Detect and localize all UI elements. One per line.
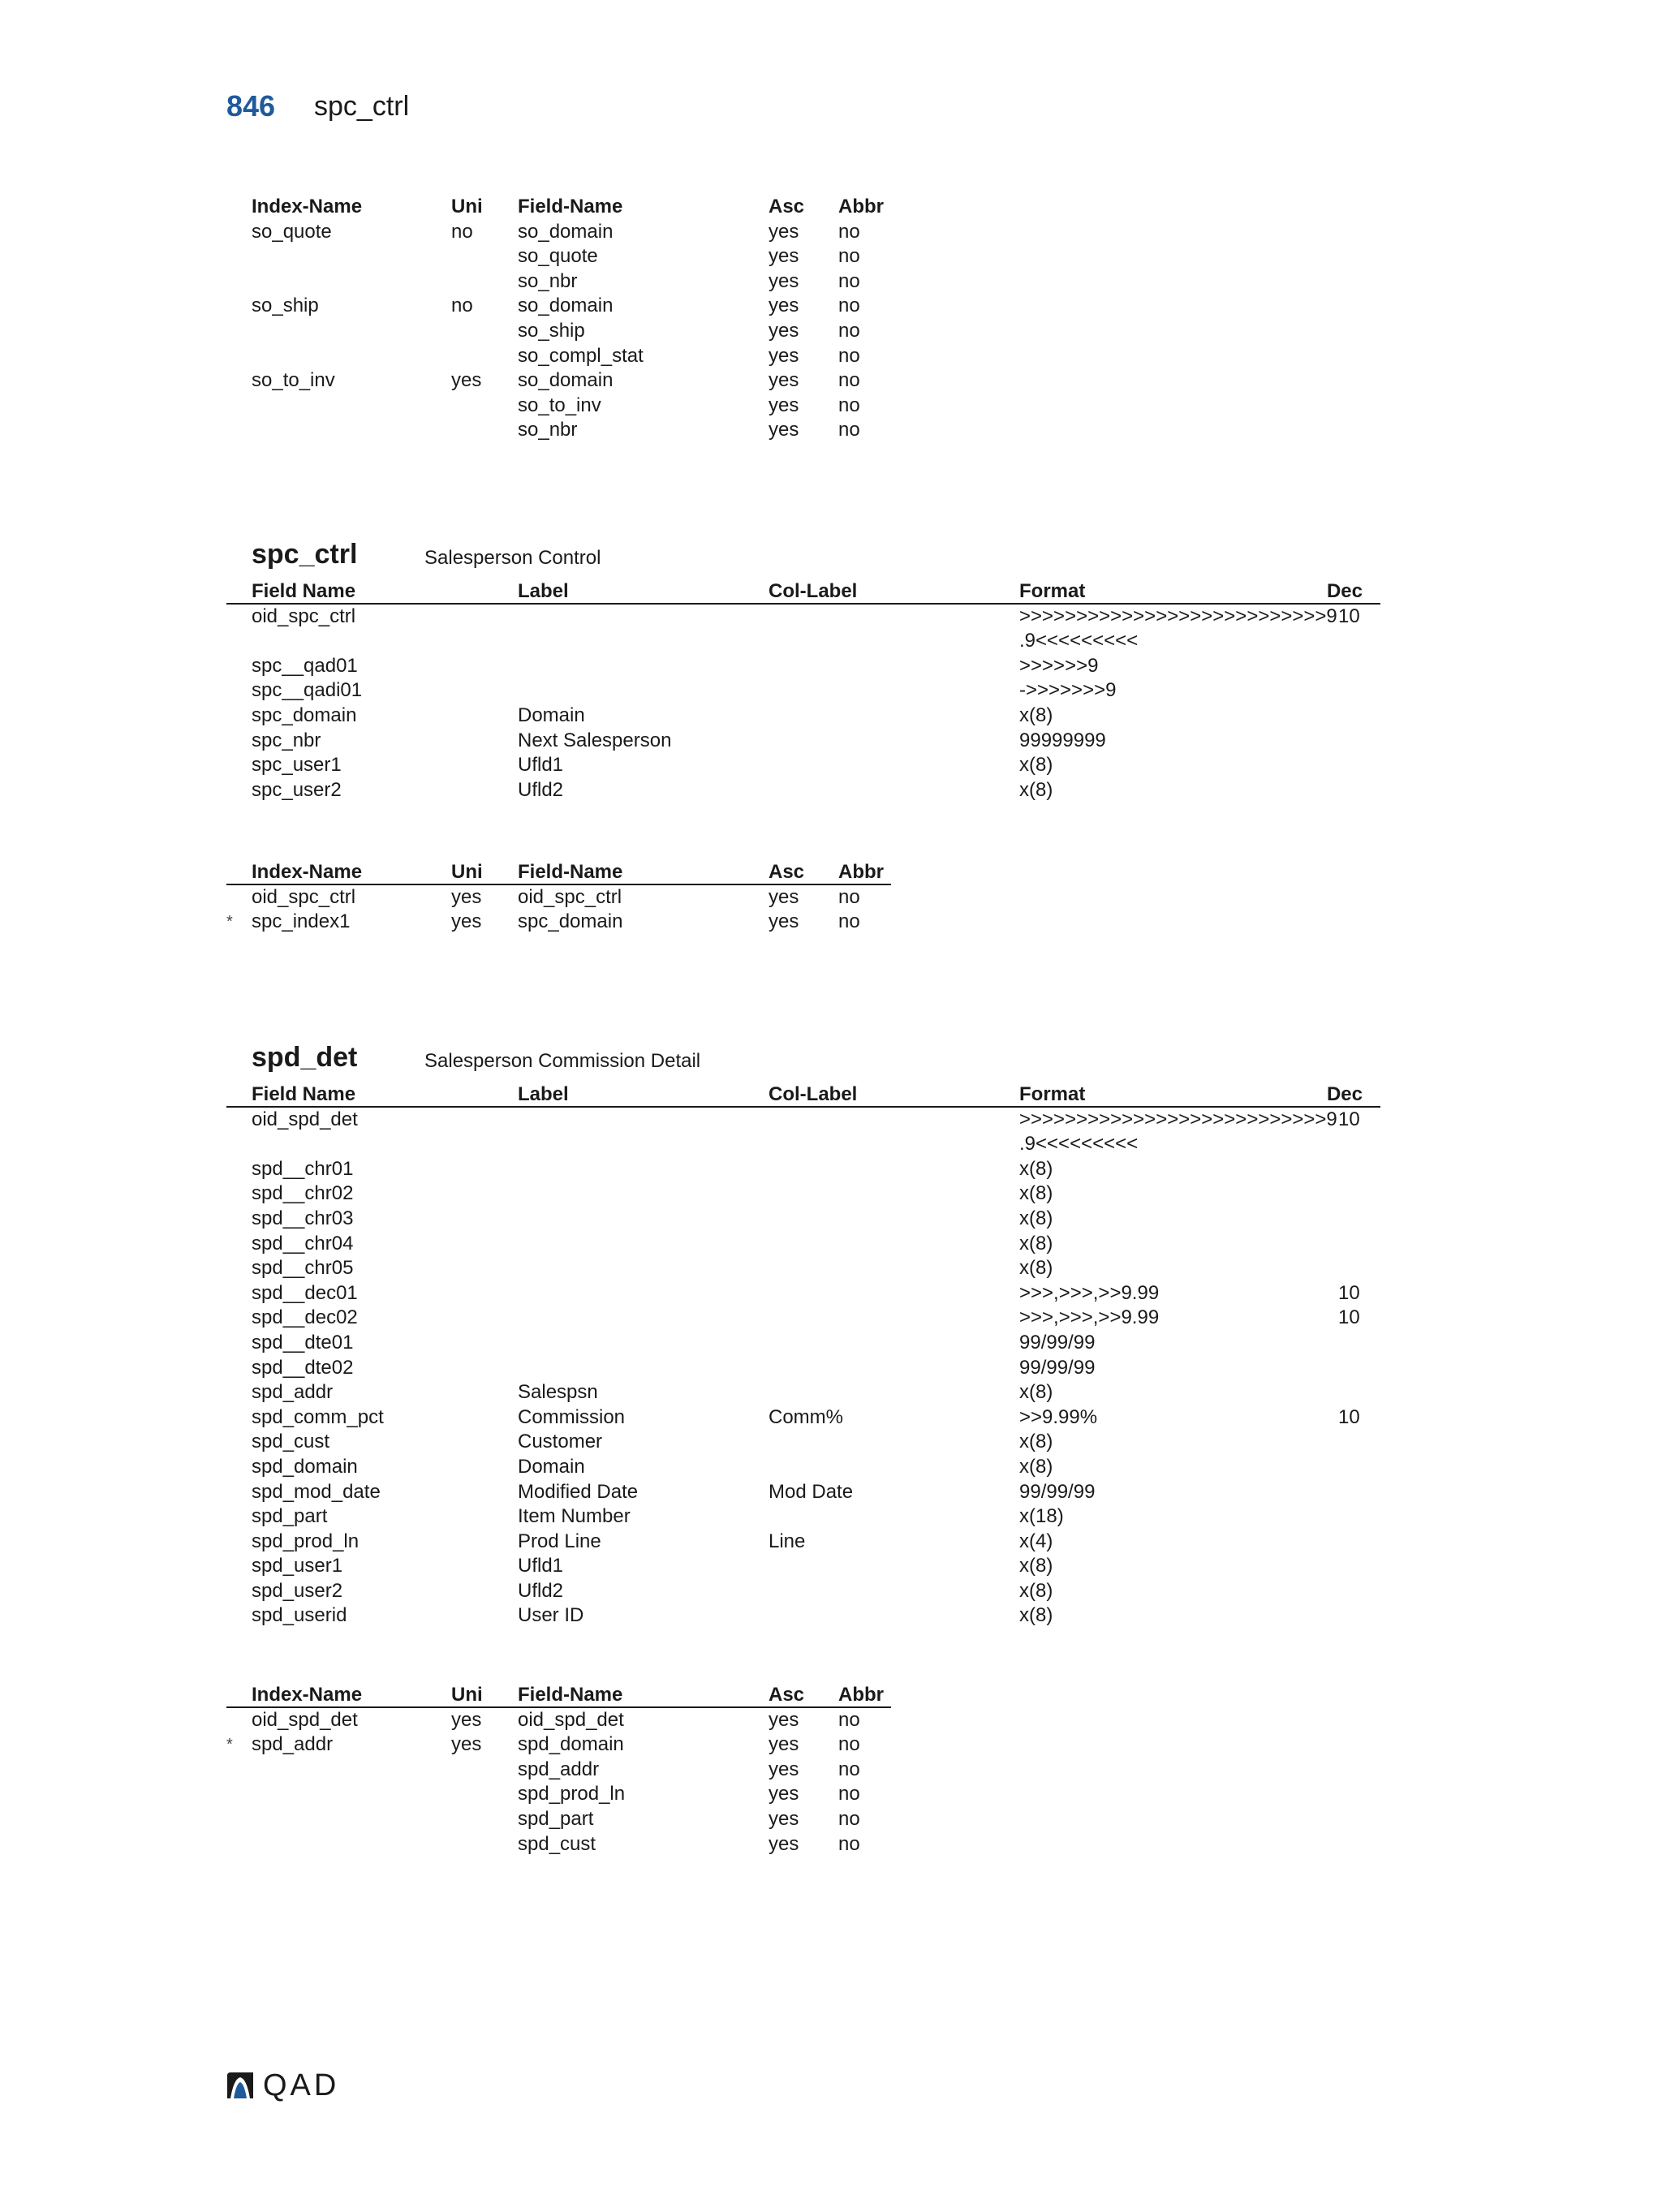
field-format: ->>>>>>>9 [1019,679,1117,702]
index-name: so_ship [252,295,319,317]
header-index-name: Index-Name [252,196,363,217]
field-format: x(8) [1019,1555,1053,1577]
field-row [226,1306,1380,1331]
field-header-row [226,1082,1380,1108]
index-field-name: so_quote [518,245,598,268]
field-name: spd_part [252,1505,328,1528]
index-abbreviated: no [838,1783,860,1805]
field-col-label: Comm% [769,1405,844,1428]
field-row [226,1430,1380,1455]
index-row [226,1782,891,1807]
table-description: Salesperson Control [424,547,601,569]
field-row [226,1356,1380,1381]
spd-det-index-section [226,1683,1380,1857]
field-col-label: Mod Date [769,1480,854,1503]
field-label: Next Salesperson [518,729,672,751]
field-format: x(4) [1019,1530,1053,1552]
index-row [226,269,891,295]
index-abbreviated: no [838,295,860,317]
header-abbr: Abbr [838,196,884,217]
field-row [226,1256,1380,1281]
index-row [226,344,891,369]
spc-ctrl-index-section [226,860,1380,935]
page-number: 846 [226,89,276,123]
index-abbreviated: no [838,1807,860,1830]
field-label: Domain [518,1455,585,1478]
index-header-row [226,860,891,885]
header-dec: Dec [1326,1083,1363,1105]
field-name: spc_user2 [252,778,342,801]
field-row [226,1530,1380,1555]
index-field-name: spd_addr [518,1758,600,1780]
field-col-label: Line [769,1530,806,1552]
field-row [226,678,1380,704]
field-format: x(8) [1019,1381,1053,1404]
index-ascending: yes [769,1783,799,1805]
index-field-name: spd_domain [518,1733,624,1756]
field-name: oid_spd_det [252,1108,358,1130]
index-name: so_quote [252,220,332,243]
field-name: spc__qad01 [252,654,358,677]
spc-ctrl-section [226,539,1380,803]
index-ascending: yes [769,220,799,243]
field-format-continued: .9<<<<<<<<< [1019,1133,1139,1155]
index-row [226,418,891,443]
index-row [226,1832,891,1857]
index-abbreviated: no [838,1733,860,1756]
index-ascending: yes [769,295,799,317]
primary-index-marker: * [226,913,233,932]
field-row [226,753,1380,778]
field-format: x(18) [1019,1505,1064,1528]
header-format: Format [1019,580,1086,602]
index-row [226,319,891,344]
field-row [226,1380,1380,1405]
index-abbreviated: no [838,344,860,367]
field-row [226,1480,1380,1505]
qad-logo-icon [224,2071,256,2100]
field-name: spd__chr05 [252,1257,354,1280]
field-label: Domain [518,704,585,726]
field-name: spc__qadi01 [252,679,363,702]
table-title [226,1042,1380,1082]
field-row [226,729,1380,754]
header-asc: Asc [769,196,805,217]
index-field-name: oid_spd_det [518,1708,624,1731]
index-ascending: yes [769,885,799,908]
field-name: spc_nbr [252,729,321,751]
header-asc: Asc [769,861,805,883]
index-abbreviated: no [838,269,860,292]
index-abbreviated: no [838,1708,860,1731]
field-format: x(8) [1019,1604,1053,1627]
field-label: Ufld1 [518,754,564,777]
header-field-name: Field-Name [518,196,623,217]
field-name: spd__dec01 [252,1281,358,1304]
field-format: >>9.99% [1019,1405,1098,1428]
field-row [226,1181,1380,1207]
field-label: Modified Date [518,1480,639,1503]
index-name: oid_spc_ctrl [252,885,356,908]
index-field-name: so_domain [518,369,614,392]
index-header-row [226,195,891,220]
index-field-name: so_compl_stat [518,344,644,367]
index-unique: yes [451,910,482,933]
field-format: >>>>>>>>>>>>>>>>>>>>>>>>>>>9 [1019,605,1337,627]
field-row [226,1504,1380,1530]
index-row [226,220,891,245]
index-name: spd_addr [252,1733,334,1756]
field-name: spd__chr04 [252,1232,354,1254]
index-abbreviated: no [838,245,860,268]
index-field-name: so_ship [518,319,585,342]
field-label: Commission [518,1405,626,1428]
index-ascending: yes [769,245,799,268]
field-row [226,778,1380,803]
index-ascending: yes [769,1733,799,1756]
index-unique: yes [451,885,482,908]
so-index-continuation [226,195,1380,443]
index-ascending: yes [769,1708,799,1731]
field-decimals: 10 [1338,1281,1360,1304]
field-name: spd_userid [252,1604,347,1627]
header-label: Label [518,580,569,602]
field-table [226,579,1380,803]
field-decimals: 10 [1338,605,1360,627]
field-name: spd_user1 [252,1555,343,1577]
field-header-row [226,579,1380,605]
index-abbreviated: no [838,419,860,441]
field-format: x(8) [1019,1257,1053,1280]
field-format: 99/99/99 [1019,1480,1096,1503]
field-format-continued: .9<<<<<<<<< [1019,630,1139,652]
field-row [226,1554,1380,1579]
field-row [226,1331,1380,1356]
index-ascending: yes [769,394,799,416]
field-name: spd_domain [252,1455,358,1478]
field-row [226,1207,1380,1232]
field-row [226,1157,1380,1182]
index-row [226,394,891,419]
field-name: spd__chr03 [252,1207,354,1229]
field-format: x(8) [1019,1579,1053,1602]
index-field-name: so_domain [518,295,614,317]
field-format: x(8) [1019,754,1053,777]
field-row [226,1455,1380,1480]
index-unique: no [451,295,473,317]
field-format: x(8) [1019,1232,1053,1254]
spd-det-section [226,1042,1380,1629]
field-name: spd_prod_ln [252,1530,360,1552]
index-abbreviated: no [838,910,860,933]
field-decimals: 10 [1338,1108,1360,1130]
field-format: 99/99/99 [1019,1356,1096,1379]
index-abbreviated: no [838,1758,860,1780]
index-row [226,1708,891,1733]
index-abbreviated: no [838,319,860,342]
logo-wordmark: QAD [263,2068,340,2102]
field-format: x(8) [1019,778,1053,801]
field-name: spc_domain [252,704,357,726]
field-row [226,605,1380,654]
field-format: >>>>>>>>>>>>>>>>>>>>>>>>>>>9 [1019,1108,1337,1130]
field-name: spd_cust [252,1431,330,1453]
index-field-name: so_domain [518,220,614,243]
index-row [226,910,891,935]
header-uni: Uni [451,196,483,217]
index-ascending: yes [769,910,799,933]
index-abbreviated: no [838,1832,860,1855]
field-format: x(8) [1019,1455,1053,1478]
index-unique: no [451,220,473,243]
field-name: spd__dte02 [252,1356,354,1379]
field-format: >>>,>>>,>>9.99 [1019,1281,1160,1304]
header-abbr: Abbr [838,1684,884,1706]
index-abbreviated: no [838,394,860,416]
index-field-name: so_to_inv [518,394,601,416]
field-name: spd__dec02 [252,1306,358,1329]
index-ascending: yes [769,419,799,441]
header-label: Label [518,1083,569,1105]
field-label: Prod Line [518,1530,601,1552]
field-format: 99/99/99 [1019,1331,1096,1353]
index-ascending: yes [769,1758,799,1780]
index-row [226,294,891,319]
field-row [226,704,1380,729]
index-row [226,1758,891,1783]
index-field-name: so_nbr [518,269,578,292]
field-row [226,1579,1380,1604]
table-name: spc_ctrl [252,539,358,570]
index-unique: yes [451,1708,482,1731]
header-uni: Uni [451,1684,483,1706]
index-ascending: yes [769,319,799,342]
index-row [226,1732,891,1758]
index-abbreviated: no [838,220,860,243]
field-row [226,1232,1380,1257]
index-field-name: so_nbr [518,419,578,441]
field-label: User ID [518,1604,584,1627]
index-ascending: yes [769,269,799,292]
index-row [226,368,891,394]
field-decimals: 10 [1338,1405,1360,1428]
index-abbreviated: no [838,885,860,908]
header-abbr: Abbr [838,861,884,883]
field-format: 99999999 [1019,729,1106,751]
index-unique: yes [451,1733,482,1756]
field-format: x(8) [1019,1207,1053,1229]
header-field-name: Field-Name [518,861,623,883]
field-format: x(8) [1019,1431,1053,1453]
field-label: Ufld2 [518,1579,564,1602]
field-table [226,1082,1380,1629]
header-field-name: Field-Name [518,1684,623,1706]
field-format: >>>,>>>,>>9.99 [1019,1306,1160,1329]
index-ascending: yes [769,369,799,392]
table-title [226,539,1380,579]
primary-index-marker: * [226,1736,233,1754]
field-label: Salespsn [518,1381,598,1404]
field-name: spd__chr01 [252,1157,354,1180]
page-header-title: spc_ctrl [314,91,410,122]
index-ascending: yes [769,344,799,367]
field-name: spd_comm_pct [252,1405,384,1428]
table-description: Salesperson Commission Detail [424,1050,701,1072]
field-name: oid_spc_ctrl [252,605,356,627]
index-abbreviated: no [838,369,860,392]
index-row [226,244,891,269]
header-asc: Asc [769,1684,805,1706]
header-uni: Uni [451,861,483,883]
index-row [226,885,891,910]
qad-logo [224,2069,339,2102]
header-col-label: Col-Label [769,1083,858,1105]
header-field-name: Field Name [252,1083,356,1105]
field-name: spd_addr [252,1381,334,1404]
index-field-name: spd_cust [518,1832,596,1855]
field-row [226,1108,1380,1157]
index-header-row [226,1683,891,1708]
field-format: >>>>>>9 [1019,654,1099,677]
field-row [226,1281,1380,1306]
index-name: oid_spd_det [252,1708,358,1731]
index-ascending: yes [769,1807,799,1830]
field-name: spd_user2 [252,1579,343,1602]
header-format: Format [1019,1083,1086,1105]
field-decimals: 10 [1338,1306,1360,1329]
field-format: x(8) [1019,704,1053,726]
index-table [226,195,891,443]
index-unique: yes [451,369,482,392]
field-row [226,1603,1380,1629]
index-name: spc_index1 [252,910,351,933]
header-index-name: Index-Name [252,861,363,883]
table-name: spd_det [252,1042,358,1073]
field-label: Item Number [518,1505,631,1528]
field-name: spd_mod_date [252,1480,381,1503]
field-label: Ufld2 [518,778,564,801]
header-index-name: Index-Name [252,1684,363,1706]
index-table [226,860,891,935]
index-field-name: spc_domain [518,910,623,933]
header-dec: Dec [1326,580,1363,602]
field-row [226,654,1380,679]
index-field-name: oid_spc_ctrl [518,885,622,908]
field-format: x(8) [1019,1157,1053,1180]
index-table [226,1683,891,1857]
index-ascending: yes [769,1832,799,1855]
field-name: spd__dte01 [252,1331,354,1353]
field-name: spd__chr02 [252,1182,354,1205]
header-field-name: Field Name [252,580,356,602]
field-row [226,1405,1380,1431]
field-label: Customer [518,1431,603,1453]
index-field-name: spd_prod_ln [518,1783,626,1805]
index-name: so_to_inv [252,369,335,392]
field-label: Ufld1 [518,1555,564,1577]
field-name: spc_user1 [252,754,342,777]
header-col-label: Col-Label [769,580,858,602]
index-field-name: spd_part [518,1807,594,1830]
field-format: x(8) [1019,1182,1053,1205]
index-row [226,1807,891,1832]
